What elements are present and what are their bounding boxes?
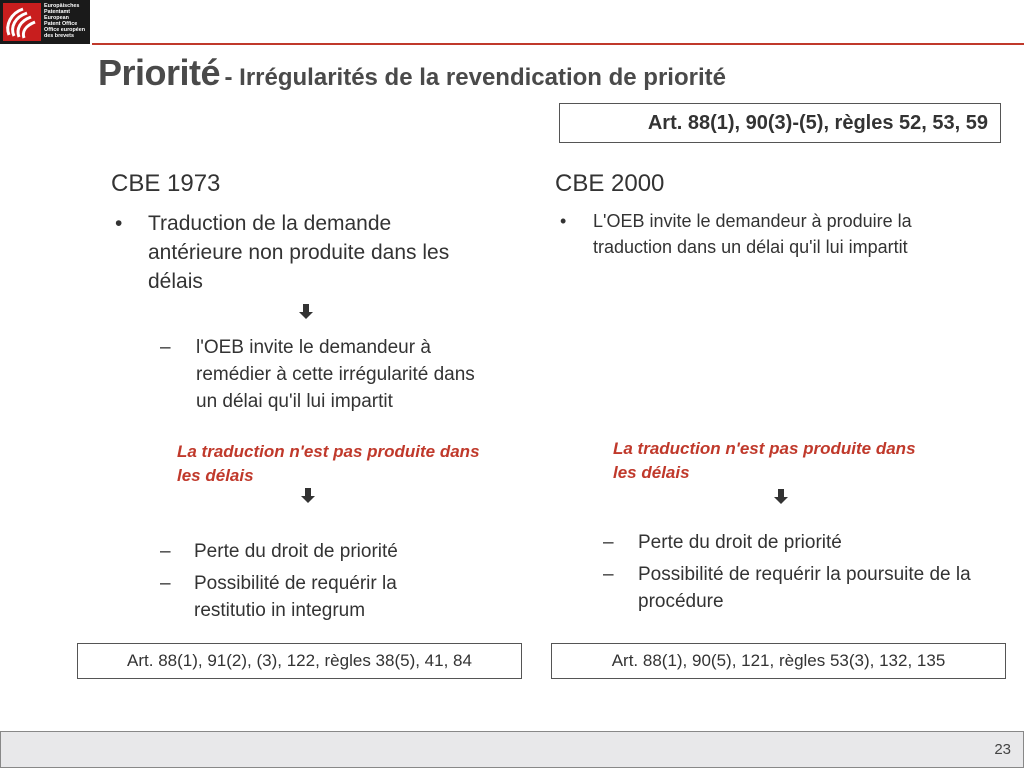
title-sub: - Irrégularités de la revendication de priorité [224,64,726,91]
footer-bar [0,731,1024,768]
left-dash-item-3: – Possibilité de requérir la restitutio in integrum [160,570,460,624]
header-rule [92,43,1024,45]
right-red-note: La traduction n'est pas produite dans les délais [613,439,916,482]
right-bullet: • L'OEB invite le demandeur à produire la traduction dans un délai qu'il lui impartit [560,208,980,260]
right-column-heading: CBE 2000 [555,170,665,197]
left-dash-text-3: Possibilité de requérir la restitutio in integrum [194,573,397,621]
epo-logo [0,0,90,44]
left-red-note: La traduction n'est pas produite dans les délais [177,442,480,485]
left-dash-item-2: – Perte du droit de priorité [160,538,500,565]
left-dash-item-1: – l'OEB invite le demandeur à remédier à cette irrégularité dans un délai qu'il lui impartit [160,334,500,415]
reference-box-left: Art. 88(1), 91(2), (3), 122, règles 38(5), 41, 84 [77,643,522,679]
epo-logo-text: Europäisches Patentamt European Patent Office Office européen des brevets [44,3,86,40]
right-dash-item-1: – Perte du droit de priorité [603,529,1003,556]
right-dash-text-2: Possibilité de requérir la poursuite de la procédure [638,564,971,612]
reference-box-top: Art. 88(1), 90(3)-(5), règles 52, 53, 59 [559,103,1001,143]
right-dash-text-1: Perte du droit de priorité [638,532,842,553]
left-column-heading: CBE 1973 [111,170,221,197]
title-main: Priorité [98,52,221,93]
right-dash-item-2: – Possibilité de requérir la poursuite de la procédure [603,561,1003,615]
epo-logo-mark-icon [3,3,41,41]
slide-title [98,52,726,94]
arrow-down-icon [774,489,788,510]
arrow-down-icon [301,488,315,509]
left-dash-text-2: Perte du droit de priorité [194,541,398,562]
right-bullet-text: L'OEB invite le demandeur à produire la traduction dans un délai qu'il lui impartit [593,211,912,257]
page-number: 23 [994,741,1011,758]
reference-box-right: Art. 88(1), 90(5), 121, règles 53(3), 132, 135 [551,643,1006,679]
left-bullet: • Traduction de la demande antérieure non produite dans les délais [115,209,485,296]
left-dash-text-1: l'OEB invite le demandeur à remédier à cette irrégularité dans un délai qu'il lui impartit [196,337,475,412]
arrow-down-icon [299,304,313,325]
left-bullet-text: Traduction de la demande antérieure non produite dans les délais [148,212,450,293]
